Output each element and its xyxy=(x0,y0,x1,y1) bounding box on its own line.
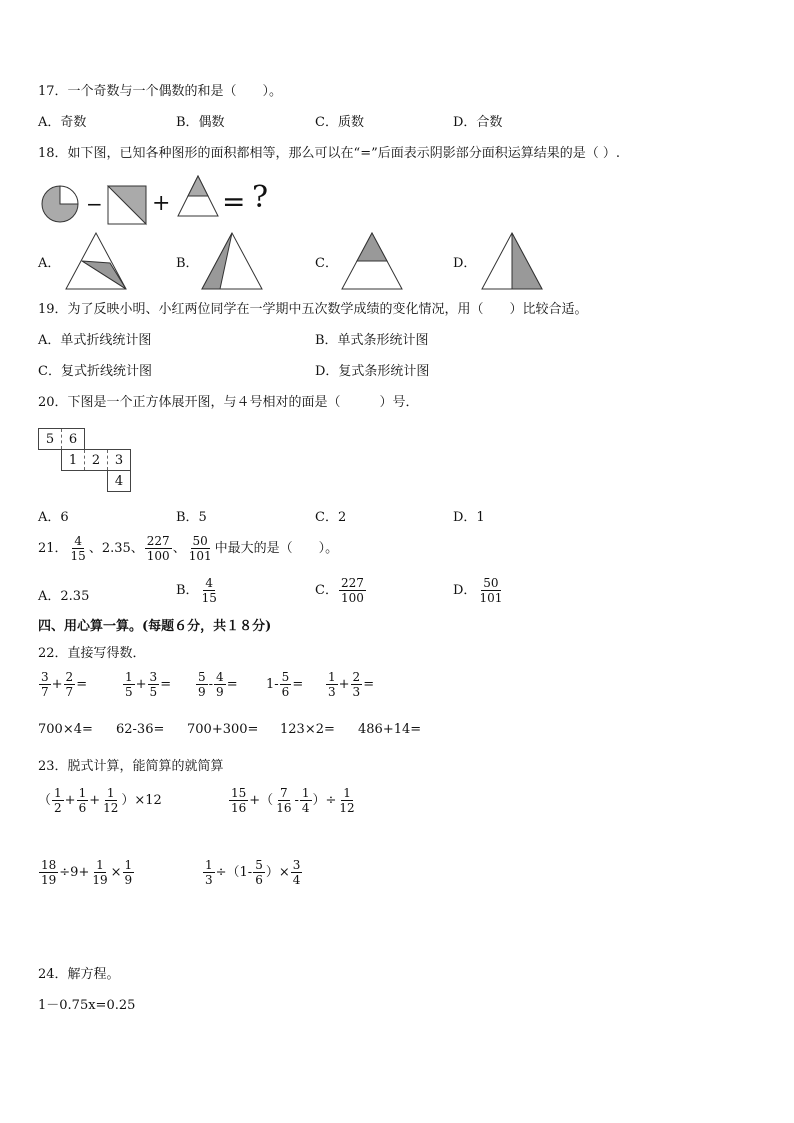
q22-calc: 700+300= xyxy=(187,722,259,737)
q21-sep: 、 xyxy=(172,540,186,556)
q18-option-d-figure xyxy=(480,233,544,291)
cube-net xyxy=(38,428,131,492)
q23-expr: （ $\frac{1}{2}$ + $\frac{1}{6}$ + $\frac{1}{12}$ ）×12 xyxy=(38,786,162,815)
q23-expr: $\frac{18}{19}$ ÷9+ $\frac{1}{19}$ × $\frac{1}{9}$ xyxy=(41,858,133,887)
plus-sign: + xyxy=(152,191,171,216)
q18-option-a-figure xyxy=(64,233,128,291)
section-title: 四、用心算一算。(每题６分，共１８分) xyxy=(38,619,272,634)
q18-option-c[interactable]: C． xyxy=(315,256,338,271)
q23-expr: $\frac{1}{3}$ ÷（1- $\frac{5}{6}$ ）× $\frac{3}{4}$ xyxy=(205,858,301,887)
cube-face: 2 xyxy=(85,450,108,471)
q24-stem: 24．解方程。 xyxy=(38,967,120,982)
q24-equation: 1－0.75x=0.25 xyxy=(38,998,136,1013)
triangle-shape xyxy=(178,176,218,216)
q19-option-a[interactable]: A．单式折线统计图 xyxy=(38,333,152,348)
q18-option-b[interactable]: B． xyxy=(176,256,199,271)
cube-face: 1 xyxy=(62,450,85,471)
q19-option-d[interactable]: D．复式条形统计图 xyxy=(315,364,430,379)
q22-expr: $\frac{1}{5}$ + $\frac{3}{5}$ = xyxy=(125,670,172,699)
q17-stem: 17．一个奇数与一个偶数的和是（ ）。 xyxy=(38,84,283,99)
q21-option-b[interactable]: B． $\frac{4}{15}$ xyxy=(176,576,217,605)
cube-face: 3 xyxy=(108,450,131,471)
cube-face: 5 xyxy=(39,429,62,450)
q22-calc: 62-36= xyxy=(116,722,165,737)
q19-option-b[interactable]: B．单式条形统计图 xyxy=(315,333,429,348)
fraction: $\frac{4}{15}$ xyxy=(201,576,217,605)
q21-prefix: 21． xyxy=(38,540,68,556)
question-mark: ? xyxy=(252,180,269,215)
q17-option-b[interactable]: B．偶数 xyxy=(176,115,225,130)
q21-option-c[interactable]: C． $\frac{227}{100}$ xyxy=(315,576,364,605)
q22-expr: $\frac{1}{3}$ + $\frac{2}{3}$ = xyxy=(328,670,375,699)
q21-option-d[interactable]: D． $\frac{50}{101}$ xyxy=(453,576,503,605)
q20-option-b[interactable]: B．5 xyxy=(176,510,207,525)
cube-face: 6 xyxy=(62,429,85,450)
minus-sign: − xyxy=(86,192,103,216)
fraction: $\frac{50}{101}$ xyxy=(188,534,212,563)
q21-option-a[interactable]: A．2.35 xyxy=(38,589,90,604)
q22-calc: 486+14= xyxy=(358,722,422,737)
q22-expr: 1- $\frac{5}{6}$ = xyxy=(266,670,304,699)
q21-stem xyxy=(38,534,338,563)
q18-option-c-figure xyxy=(340,233,404,291)
q21-mid: 、2.35、 xyxy=(88,540,144,556)
q22-expr: $\frac{3}{7}$ + $\frac{2}{7}$ = xyxy=(41,670,88,699)
q20-option-d[interactable]: D．1 xyxy=(453,510,485,525)
q20-option-a[interactable]: A．6 xyxy=(38,510,69,525)
square-shape xyxy=(108,186,146,224)
q20-option-c[interactable]: C．2 xyxy=(315,510,347,525)
q21-suffix: 中最大的是（ ）。 xyxy=(214,540,339,556)
fraction: $\frac{227}{100}$ xyxy=(340,576,364,605)
q22-expr: $\frac{5}{9}$ - $\frac{4}{9}$ = xyxy=(198,670,238,699)
q17-option-a[interactable]: A．奇数 xyxy=(38,115,87,130)
q20-stem: 20．下图是一个正方体展开图，与４号相对的面是（ ）号． xyxy=(38,395,419,410)
q19-option-c[interactable]: C．复式折线统计图 xyxy=(38,364,152,379)
fraction: $\frac{4}{15}$ xyxy=(70,534,86,563)
q22-stem: 22．直接写得数． xyxy=(38,646,146,661)
q18-option-b-figure xyxy=(200,233,264,291)
fraction: $\frac{50}{101}$ xyxy=(479,576,503,605)
fraction: $\frac{227}{100}$ xyxy=(146,534,170,563)
equals-sign: = xyxy=(222,185,246,218)
q22-calc: 123×2= xyxy=(280,722,335,737)
q17-option-d[interactable]: D．合数 xyxy=(453,115,503,130)
q23-expr: $\frac{15}{16}$ +（ $\frac{7}{16}$ - $\frac{1}{4}$ ）÷ $\frac{1}{12}$ xyxy=(231,786,355,815)
q17-option-c[interactable]: C．质数 xyxy=(315,115,364,130)
q18-option-a[interactable]: A． xyxy=(38,256,61,271)
circle-shape xyxy=(42,186,78,222)
q18-stem: 18．如下图，已知各种图形的面积都相等，那么可以在“=”后面表示阴影部分面积运算结果的是（ ）. xyxy=(38,146,620,161)
q22-calc: 700×4= xyxy=(38,722,93,737)
q18-option-d[interactable]: D． xyxy=(453,256,477,271)
q23-stem: 23．脱式计算，能简算的就简算 xyxy=(38,759,224,774)
cube-face: 4 xyxy=(108,471,131,492)
q19-stem: 19．为了反映小明、小红两位同学在一学期中五次数学成绩的变化情况，用（ ）比较合适。 xyxy=(38,302,588,317)
